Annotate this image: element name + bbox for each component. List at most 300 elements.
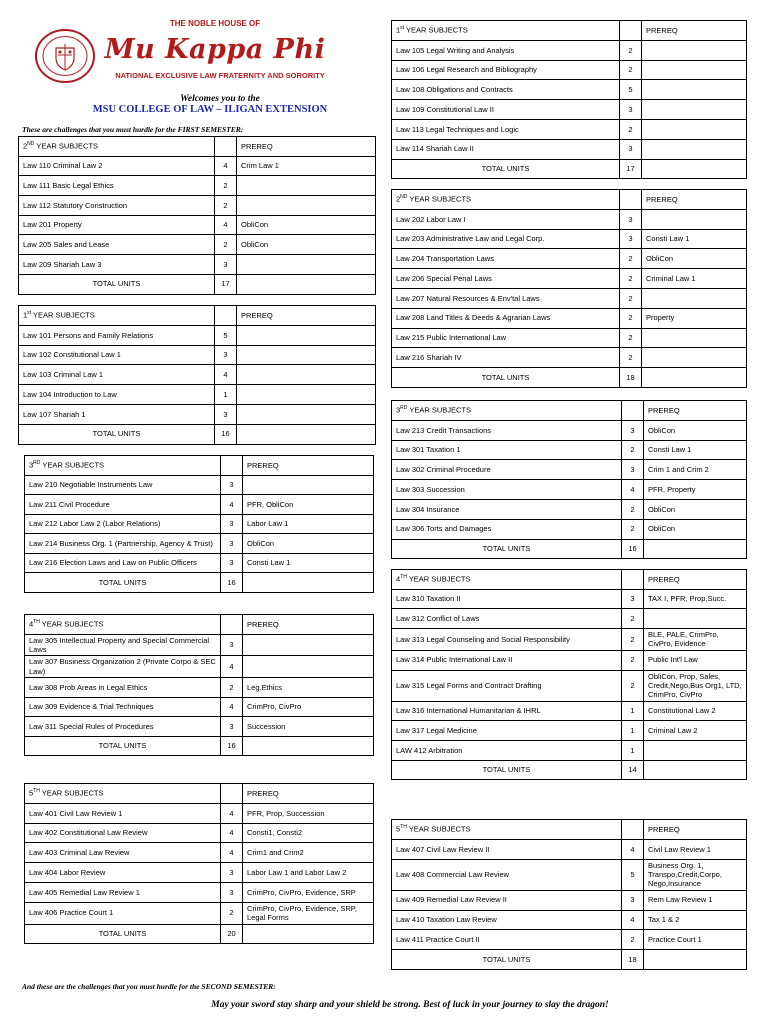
table-row: [19, 196, 376, 216]
subject-prereq: PFR, ObliCon: [243, 495, 374, 515]
table-row: [392, 859, 747, 890]
subject-units: 3: [620, 100, 642, 120]
subject-name: Law 315 Legal Forms and Contract Drafting: [392, 670, 622, 701]
year-heading: [25, 784, 221, 804]
table-row: [392, 229, 747, 249]
subject-name: Law 408 Commercial Law Review: [392, 859, 622, 890]
first-sem-5th-year-table: [24, 783, 374, 944]
subject-prereq: [642, 40, 747, 60]
subject-units: 5: [620, 80, 642, 100]
subject-units: 2: [215, 196, 237, 216]
total-row: [19, 274, 376, 294]
table-row: [392, 60, 747, 80]
table-row: [392, 139, 747, 159]
subject-name: Law 102 Constitutional Law 1: [19, 345, 215, 365]
fraternity-seal-logo: [34, 28, 96, 84]
total-units-label: TOTAL UNITS: [25, 573, 221, 593]
subject-units: 3: [215, 404, 237, 424]
subject-prereq: ObliCon: [642, 249, 747, 269]
subject-units: 4: [221, 697, 243, 717]
table-row: [19, 176, 376, 196]
noble-house-label: THE NOBLE HOUSE OF: [169, 19, 261, 28]
units-header-cell: [215, 306, 237, 326]
total-row: [392, 950, 747, 970]
subject-name: Law 403 Criminal Law Review: [25, 843, 221, 863]
units-header-cell: [221, 456, 243, 476]
subject-name: Law 112 Statutory Construction: [19, 196, 215, 216]
subject-name: Law 305 Intellectual Property and Special Commercial Laws: [25, 634, 221, 656]
subject-name: Law 208 Land Titles & Deeds & Agrarian Laws: [392, 308, 620, 328]
total-row: [392, 539, 747, 559]
table-row: [25, 863, 374, 883]
subject-name: Law 110 Criminal Law 2: [19, 156, 215, 176]
total-units-label: TOTAL UNITS: [392, 159, 620, 179]
subject-name: Law 301 Taxation 1: [392, 440, 622, 460]
subject-name: Law 206 Special Penal Laws: [392, 269, 620, 289]
table-row: [392, 839, 747, 859]
table-row: [19, 345, 376, 365]
table-row: [25, 534, 374, 554]
college-name: MSU COLLEGE OF LAW – ILIGAN EXTENSION: [92, 104, 328, 115]
year-heading-number: 1: [23, 310, 28, 320]
subject-units: 3: [215, 255, 237, 275]
table-row: [25, 717, 374, 737]
subject-prereq: [642, 119, 747, 139]
subject-prereq: [642, 80, 747, 100]
subject-prereq: [237, 325, 376, 345]
subject-prereq: [237, 345, 376, 365]
subject-name: Law 203 Administrative Law and Legal Corp.: [392, 229, 620, 249]
subject-prereq: Labor Law 1: [243, 514, 374, 534]
year-heading: [392, 21, 620, 41]
subject-name: Law 401 Civil Law Review 1: [25, 803, 221, 823]
subject-name: Law 407 Civil Law Review II: [392, 839, 622, 859]
table-row: [19, 365, 376, 385]
table-row: [392, 519, 747, 539]
total-row: [392, 368, 747, 388]
total-blank-cell: [243, 736, 374, 756]
total-blank-cell: [642, 368, 747, 388]
subject-name: Law 410 Taxation Law Review: [392, 910, 622, 930]
subject-prereq: [237, 365, 376, 385]
total-row: [25, 924, 374, 944]
subject-prereq: PFR, Prop, Succession: [243, 803, 374, 823]
subject-prereq: ObliCon: [237, 215, 376, 235]
table-header-row: [25, 784, 374, 804]
subject-prereq: Criminal Law 2: [644, 721, 747, 741]
subject-prereq: [642, 348, 747, 368]
subject-prereq: [243, 634, 374, 656]
subject-units: 3: [622, 890, 644, 910]
year-heading-text: YEAR SUBJECTS: [407, 405, 472, 415]
subject-units: 2: [620, 119, 642, 139]
total-units-value: 16: [221, 573, 243, 593]
subject-units: 2: [622, 629, 644, 651]
subject-units: 3: [620, 139, 642, 159]
subject-prereq: Tax 1 & 2: [644, 910, 747, 930]
total-row: [392, 760, 747, 780]
subject-units: 1: [622, 721, 644, 741]
total-row: [25, 736, 374, 756]
subject-name: Law 402 Constitutional Law Review: [25, 823, 221, 843]
fraternity-name: Mu Kappa Phi: [104, 34, 326, 65]
subject-name: Law 106 Legal Research and Bibliography: [392, 60, 620, 80]
total-units-value: 20: [221, 924, 243, 944]
year-heading-number: 4: [396, 574, 401, 584]
year-heading: [392, 570, 622, 590]
subject-units: 3: [221, 534, 243, 554]
subject-prereq: [642, 139, 747, 159]
subject-name: Law 114 Shariah Law II: [392, 139, 620, 159]
second-semester-intro: And these are the challenges that you must hurdle for the SECOND SEMESTER:: [22, 982, 276, 991]
subject-name: Law 307 Business Organization 2 (Private Corpo & SEC Law): [25, 656, 221, 678]
subject-units: 2: [622, 519, 644, 539]
subject-units: 3: [622, 420, 644, 440]
second-sem-3rd-year-table: [391, 400, 747, 559]
subject-units: 3: [221, 863, 243, 883]
year-heading-text: YEAR SUBJECTS: [34, 141, 99, 151]
prereq-header: PREREQ: [243, 456, 374, 476]
table-row: [25, 553, 374, 573]
year-heading-number: 3: [29, 460, 34, 470]
subject-units: 1: [215, 385, 237, 405]
subject-name: Law 202 Labor Law I: [392, 209, 620, 229]
total-units-value: 18: [622, 950, 644, 970]
table-row: [392, 119, 747, 139]
subject-prereq: [644, 609, 747, 629]
table-row: [392, 741, 747, 761]
subject-prereq: Consti Law 1: [644, 440, 747, 460]
subject-prereq: [642, 209, 747, 229]
subject-name: Law 409 Remedial Law Review II: [392, 890, 622, 910]
subject-name: Law 105 Legal Writing and Analysis: [392, 40, 620, 60]
subject-units: 5: [622, 859, 644, 890]
prereq-header: PREREQ: [644, 401, 747, 421]
subject-prereq: Consti Law 1: [243, 553, 374, 573]
year-heading-number: 5: [396, 824, 401, 834]
subject-prereq: [237, 196, 376, 216]
year-heading-number: 1: [396, 25, 401, 35]
table-row: [392, 589, 747, 609]
subject-units: 3: [622, 589, 644, 609]
subject-prereq: Leg.Ethics: [243, 678, 374, 698]
table-row: [19, 385, 376, 405]
subject-prereq: Labor Law 1 and Labor Law 2: [243, 863, 374, 883]
prereq-header: PREREQ: [237, 306, 376, 326]
table-row: [392, 209, 747, 229]
table-row: [392, 308, 747, 328]
first-semester-intro: These are challenges that you must hurdle for the FIRST SEMESTER:: [22, 125, 244, 134]
table-row: [25, 843, 374, 863]
subject-prereq: Civil Law Review 1: [644, 839, 747, 859]
table-row: [25, 882, 374, 902]
subject-units: 2: [622, 930, 644, 950]
year-heading-text: YEAR SUBJECTS: [407, 194, 472, 204]
units-header-cell: [620, 21, 642, 41]
subject-name: Law 109 Constitutional Law II: [392, 100, 620, 120]
subject-name: Law 210 Negotiable Instruments Law: [25, 475, 221, 495]
year-heading: [25, 456, 221, 476]
subject-name: Law 312 Conflict of Laws: [392, 609, 622, 629]
subject-prereq: Constitutional Law 2: [644, 701, 747, 721]
subject-name: Law 303 Succession: [392, 480, 622, 500]
subject-prereq: Property: [642, 308, 747, 328]
table-row: [19, 404, 376, 424]
prereq-header: PREREQ: [642, 190, 747, 210]
year-heading-suffix: TH: [400, 574, 407, 581]
table-row: [392, 420, 747, 440]
subject-prereq: CrimPro, CivPro, Evidence, SRP: [243, 882, 374, 902]
subject-prereq: [642, 60, 747, 80]
year-heading-text: YEAR SUBJECTS: [39, 788, 104, 798]
table-header-row: [19, 137, 376, 157]
year-heading-text: YEAR SUBJECTS: [404, 25, 468, 35]
table-row: [392, 40, 747, 60]
table-header-row: [392, 21, 747, 41]
prereq-header: PREREQ: [644, 820, 747, 840]
second-sem-4th-year-table: [391, 569, 747, 780]
subject-units: 2: [221, 902, 243, 924]
total-units-value: 16: [215, 424, 237, 444]
table-row: [19, 235, 376, 255]
subject-prereq: Criminal Law 1: [642, 269, 747, 289]
subject-units: 2: [622, 440, 644, 460]
subject-prereq: [237, 404, 376, 424]
total-row: [25, 573, 374, 593]
subject-name: Law 215 Public International Law: [392, 328, 620, 348]
table-row: [25, 697, 374, 717]
subject-name: Law 207 Natural Resources & Env'tal Laws: [392, 288, 620, 308]
subject-prereq: Rem Law Review 1: [644, 890, 747, 910]
subject-units: 3: [622, 460, 644, 480]
units-header-cell: [215, 137, 237, 157]
year-heading: [392, 401, 622, 421]
total-blank-cell: [644, 950, 747, 970]
subject-name: Law 304 Insurance: [392, 499, 622, 519]
subject-units: 4: [221, 843, 243, 863]
subject-prereq: [644, 741, 747, 761]
subject-units: 3: [221, 882, 243, 902]
year-heading-text: YEAR SUBJECTS: [31, 310, 95, 320]
total-units-value: 16: [622, 539, 644, 559]
units-header-cell: [221, 615, 243, 635]
subject-name: Law 216 Shariah IV: [392, 348, 620, 368]
subject-units: 4: [622, 910, 644, 930]
subject-prereq: [237, 176, 376, 196]
subject-prereq: Crim Law 1: [237, 156, 376, 176]
year-heading-suffix: TH: [33, 619, 40, 626]
subject-name: Law 209 Shariah Law 3: [19, 255, 215, 275]
total-units-label: TOTAL UNITS: [19, 424, 215, 444]
subject-units: 2: [620, 269, 642, 289]
year-heading-number: 5: [29, 788, 34, 798]
year-heading: [19, 137, 215, 157]
subject-units: 2: [620, 348, 642, 368]
table-row: [19, 255, 376, 275]
table-header-row: [392, 820, 747, 840]
table-row: [392, 499, 747, 519]
table-row: [25, 634, 374, 656]
units-header-cell: [221, 784, 243, 804]
fraternity-tagline: NATIONAL EXCLUSIVE LAW FRATERNITY AND SORORITY: [115, 71, 325, 80]
subject-name: Law 108 Obligations and Contracts: [392, 80, 620, 100]
subject-prereq: PFR, Property: [644, 480, 747, 500]
second-sem-1st-year-table: [391, 20, 747, 179]
first-sem-2nd-year-table: [18, 136, 376, 295]
year-heading-text: YEAR SUBJECTS: [40, 460, 105, 470]
subject-name: Law 316 International Humanitarian & IHRL: [392, 701, 622, 721]
year-heading-number: 4: [29, 619, 34, 629]
first-sem-3rd-year-table: [24, 455, 374, 593]
table-row: [25, 803, 374, 823]
subject-units: 2: [620, 60, 642, 80]
year-heading-suffix: RD: [33, 460, 41, 467]
table-row: [392, 721, 747, 741]
table-row: [392, 80, 747, 100]
subject-units: 2: [215, 176, 237, 196]
subject-units: 2: [622, 650, 644, 670]
subject-units: 2: [620, 40, 642, 60]
subject-units: 3: [620, 229, 642, 249]
subject-prereq: ObliCon: [644, 420, 747, 440]
subject-name: Law 216 Election Laws and Law on Public Officers: [25, 553, 221, 573]
units-header-cell: [622, 570, 644, 590]
subject-prereq: Succession: [243, 717, 374, 737]
subject-units: 3: [221, 475, 243, 495]
subject-prereq: Practice Court 1: [644, 930, 747, 950]
table-row: [25, 514, 374, 534]
subject-name: Law 302 Criminal Procedure: [392, 460, 622, 480]
subject-prereq: ObliCon, Prop, Sales, Credit,Nego,Bus Org1, LTD, CrimPro, CivPro: [644, 670, 747, 701]
subject-units: 2: [622, 670, 644, 701]
table-row: [25, 656, 374, 678]
subject-units: 4: [622, 480, 644, 500]
total-blank-cell: [237, 424, 376, 444]
prereq-header: PREREQ: [644, 570, 747, 590]
subject-prereq: BLE, PALE, CrimPro, CivPro, Evidence: [644, 629, 747, 651]
subject-prereq: [237, 255, 376, 275]
total-units-value: 18: [620, 368, 642, 388]
subject-name: Law 111 Basic Legal Ethics: [19, 176, 215, 196]
subject-units: 3: [620, 209, 642, 229]
table-row: [392, 440, 747, 460]
welcome-text: Welcomes you to the: [180, 94, 260, 104]
subject-units: 4: [622, 839, 644, 859]
table-row: [19, 325, 376, 345]
total-blank-cell: [243, 924, 374, 944]
table-row: [25, 495, 374, 515]
table-row: [392, 609, 747, 629]
total-units-label: TOTAL UNITS: [392, 368, 620, 388]
subject-name: Law 309 Evidence & Trial Techniques: [25, 697, 221, 717]
subject-units: 2: [221, 678, 243, 698]
table-row: [25, 902, 374, 924]
year-heading-number: 3: [396, 405, 401, 415]
subject-name: Law 104 Introduction to Law: [19, 385, 215, 405]
subject-units: 4: [215, 156, 237, 176]
subject-units: 1: [622, 741, 644, 761]
table-header-row: [392, 401, 747, 421]
subject-units: 3: [221, 514, 243, 534]
subject-units: 3: [221, 717, 243, 737]
subject-units: 5: [215, 325, 237, 345]
prereq-header: PREREQ: [243, 784, 374, 804]
total-blank-cell: [644, 539, 747, 559]
subject-name: Law 205 Sales and Lease: [19, 235, 215, 255]
table-header-row: [19, 306, 376, 326]
table-row: [25, 678, 374, 698]
subject-name: Law 103 Criminal Law 1: [19, 365, 215, 385]
subject-name: Law 212 Labor Law 2 (Labor Relations): [25, 514, 221, 534]
prereq-header: PREREQ: [243, 615, 374, 635]
second-sem-5th-year-table: [391, 819, 747, 970]
subject-prereq: ObliCon: [243, 534, 374, 554]
table-row: [392, 670, 747, 701]
year-heading: [25, 615, 221, 635]
subject-prereq: ObliCon: [644, 519, 747, 539]
subject-name: Law 101 Persons and Family Relations: [19, 325, 215, 345]
prereq-header: PREREQ: [642, 21, 747, 41]
total-units-label: TOTAL UNITS: [392, 760, 622, 780]
table-header-row: [392, 570, 747, 590]
table-header-row: [392, 190, 747, 210]
subject-units: 2: [620, 288, 642, 308]
subject-prereq: CrimPro, CivPro, Evidence, SRP, Legal Forms: [243, 902, 374, 924]
first-sem-4th-year-table: [24, 614, 374, 756]
subject-name: Law 214 Business Org. 1 (Partnership, Agency & Trust): [25, 534, 221, 554]
subject-prereq: TAX I, PFR, Prop,Succ.: [644, 589, 747, 609]
table-row: [19, 156, 376, 176]
subject-prereq: Consti Law 1: [642, 229, 747, 249]
table-header-row: [25, 615, 374, 635]
year-heading: [19, 306, 215, 326]
year-heading-text: YEAR SUBJECTS: [406, 824, 471, 834]
subject-units: 4: [221, 803, 243, 823]
subject-units: 3: [221, 634, 243, 656]
units-header-cell: [622, 401, 644, 421]
table-row: [392, 348, 747, 368]
year-heading-suffix: st: [27, 310, 32, 317]
subject-name: Law 213 Credit Transactions: [392, 420, 622, 440]
subject-name: Law 211 Civil Procedure: [25, 495, 221, 515]
subject-prereq: ObliCon: [644, 499, 747, 519]
subject-prereq: [243, 475, 374, 495]
subject-units: 2: [622, 499, 644, 519]
year-heading-suffix: RD: [400, 405, 408, 412]
year-heading: [392, 820, 622, 840]
table-row: [392, 460, 747, 480]
table-row: [392, 328, 747, 348]
subject-units: 4: [215, 365, 237, 385]
year-heading-suffix: TH: [33, 788, 40, 795]
table-row: [392, 701, 747, 721]
subject-name: Law 314 Public International Law II: [392, 650, 622, 670]
total-blank-cell: [237, 274, 376, 294]
table-row: [392, 910, 747, 930]
table-row: [392, 288, 747, 308]
total-units-value: 17: [620, 159, 642, 179]
subject-units: 1: [622, 701, 644, 721]
subject-name: Law 405 Remedial Law Review 1: [25, 882, 221, 902]
subject-prereq: CrimPro, CivPro: [243, 697, 374, 717]
subject-prereq: ObliCon: [237, 235, 376, 255]
subject-name: Law 406 Practice Court 1: [25, 902, 221, 924]
subject-name: Law 308 Prob Areas in Legal Ethics: [25, 678, 221, 698]
subject-prereq: Crim1 and Crim2: [243, 843, 374, 863]
subject-units: 2: [622, 609, 644, 629]
subject-prereq: [642, 100, 747, 120]
subject-name: Law 113 Legal Techniques and Logic: [392, 119, 620, 139]
